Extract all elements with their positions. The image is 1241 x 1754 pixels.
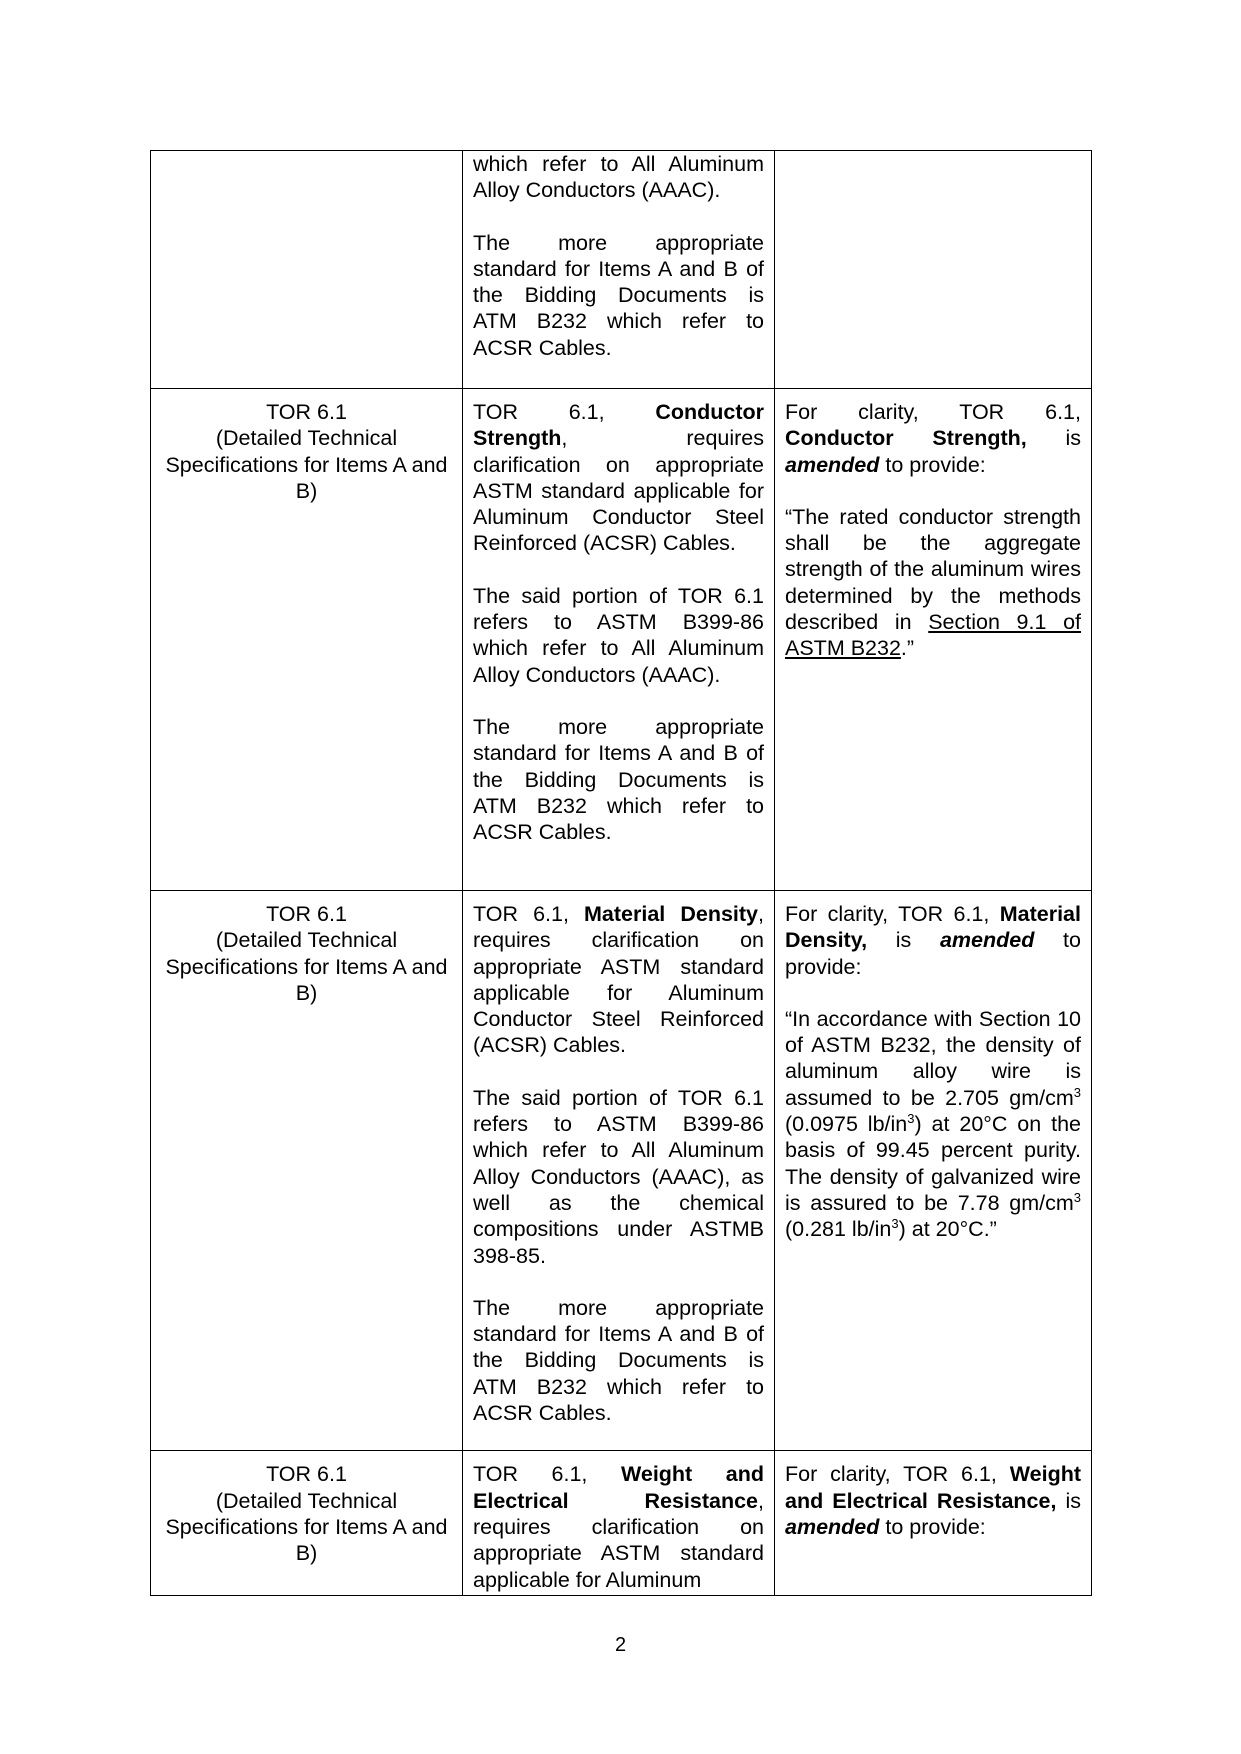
- response-paragraph: For clarity, TOR 6.1, Material Density, is amended to provide:: [785, 902, 1081, 979]
- underlined-reference: Section 9.1 of ASTM B232: [785, 610, 1082, 661]
- query-paragraph: which refer to All Aluminum Alloy Conductors (AAAC).: [473, 152, 764, 203]
- response-cell: [775, 151, 1092, 389]
- reference-subtitle: (Detailed Technical Specifications for Items A and B): [165, 426, 448, 503]
- page-number: 2: [614, 1634, 627, 1656]
- response-cell: [775, 891, 1092, 1451]
- response-paragraph: For clarity, TOR 6.1, Weight and Electrical Resistance, is amended to provide:: [785, 1462, 1082, 1539]
- query-cell: [463, 151, 775, 389]
- query-cell: [463, 891, 775, 1451]
- response-paragraph: For clarity, TOR 6.1, Conductor Strength, is amended to provide:: [785, 400, 1081, 477]
- query-paragraph: The said portion of TOR 6.1 refers to ASTM B399-86 which refer to All Aluminum Alloy Conductors (AAAC), as well as the chemical compositions under ASTMB 398-85.: [473, 1085, 764, 1268]
- query-subject: Material Density: [584, 902, 759, 926]
- query-paragraph: TOR 6.1, Material Density, requires clarification on appropriate ASTM standard applicable for Aluminum Conductor Steel Reinforced (ACSR) Cables.: [473, 902, 764, 1058]
- reference-title: TOR 6.1: [266, 1462, 347, 1487]
- query-cell: [463, 1451, 775, 1595]
- reference-title: TOR 6.1: [266, 902, 347, 926]
- response-cell: [775, 1451, 1092, 1595]
- query-paragraph: The more appropriate standard for Items A and B of the Bidding Documents is ATM B232 which refer to ACSR Cables.: [473, 230, 764, 360]
- response-quote: “In accordance with Section 10 of ASTM B232, the density of aluminum alloy wire is assumed to be 2.705 $gm/cm^3$ (0.0975 $lb/in^3$) at 20°C on the basis of 99.45 percent purity. The density of galvanized wire is assured to be 7.78 $gm/cm^3$ (0.281 $lb/in^3$) at 20°C.”: [785, 1006, 1082, 1242]
- reference-cell: [151, 151, 463, 389]
- query-paragraph: The more appropriate standard for Items A and B of the Bidding Documents is ATM B232 which refer to ACSR Cables.: [473, 1295, 764, 1426]
- reference-subtitle: (Detailed Technical Specifications for Items A and B): [165, 928, 448, 1005]
- table-row: [151, 1451, 1092, 1595]
- query-subject: Weight and Electrical Resistance: [473, 1462, 764, 1513]
- response-quote: “The rated conductor strength shall be the aggregate strength of the aluminum wires determined by the methods described in Section 9.1 of ASTM B232.”: [785, 504, 1082, 661]
- table-row: [151, 151, 1092, 389]
- query-subject: Conductor Strength: [473, 400, 764, 451]
- query-paragraph: The more appropriate standard for Items A and B of the Bidding Documents is ATM B232 which refer to ACSR Cables.: [473, 714, 764, 845]
- reference-subtitle: (Detailed Technical Specifications for Items A and B): [165, 1488, 448, 1566]
- reference-cell: [151, 891, 463, 1451]
- table-row: [151, 891, 1092, 1451]
- reference-cell: [151, 1451, 463, 1595]
- reference-title: TOR 6.1: [266, 400, 347, 424]
- query-paragraph: TOR 6.1, Weight and Electrical Resistance, requires clarification on appropriate ASTM standard applicable for Aluminum: [473, 1462, 764, 1592]
- response-cell: [775, 389, 1092, 891]
- query-paragraph: TOR 6.1, Conductor Strength, requires clarification on appropriate ASTM standard applicable for Aluminum Conductor Steel Reinforced (ACSR) Cables.: [473, 400, 764, 556]
- document-table: [150, 150, 1092, 1596]
- query-cell: [463, 389, 775, 891]
- query-paragraph: The said portion of TOR 6.1 refers to ASTM B399-86 which refer to All Aluminum Alloy Conductors (AAAC).: [473, 583, 764, 687]
- reference-cell: [151, 389, 463, 891]
- table-row: [151, 389, 1092, 891]
